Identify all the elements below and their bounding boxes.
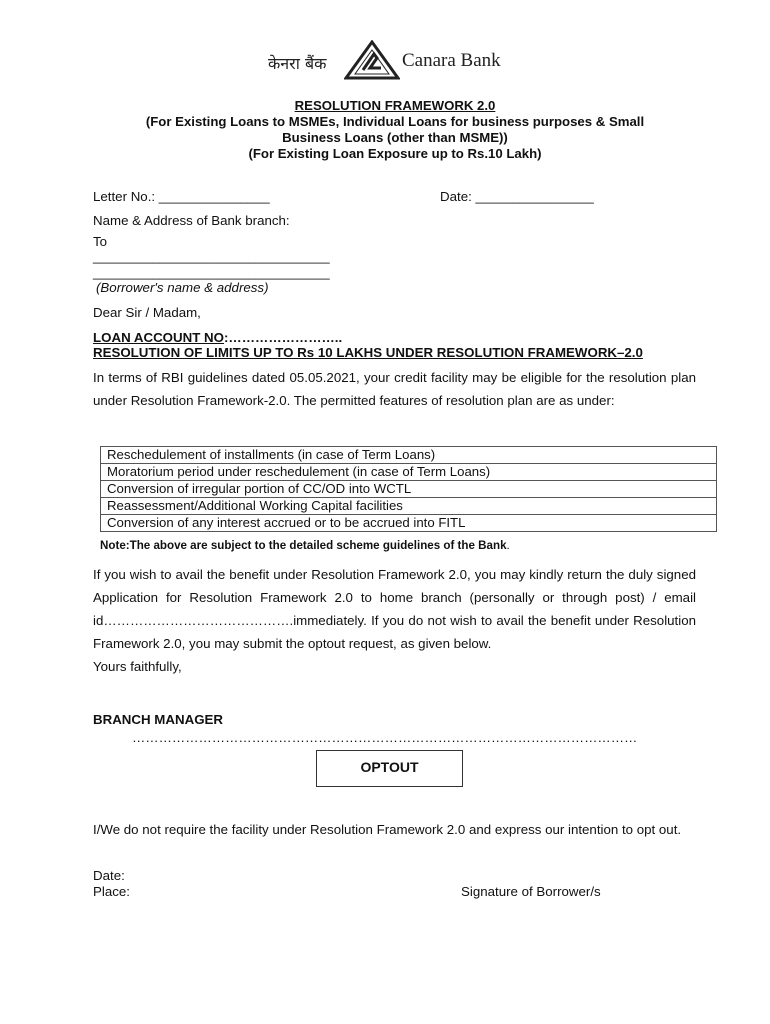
address-blank-line-1: ________________________________ <box>93 249 330 264</box>
loan-account-dots: :…………………….. <box>224 330 343 345</box>
salutation: Dear Sir / Madam, <box>93 305 201 320</box>
table-row <box>101 481 717 498</box>
optout-statement: I/We do not require the facility under Resolution Framework 2.0 and express our intention to opt out. <box>93 822 682 837</box>
canara-bank-emblem-icon <box>344 40 400 80</box>
divider-dots: …………………………………………………………………………………………………… <box>132 730 638 745</box>
title-line-2: (For Existing Loans to MSMEs, Individual Loans for business purposes & Small <box>145 114 645 129</box>
table-row <box>101 464 717 481</box>
optout-date-label: Date: <box>93 868 125 883</box>
feature-cell: Reschedulement of installments (in case of Term Loans) <box>101 447 717 464</box>
document-title <box>90 98 700 162</box>
note-text: Note:The above are subject to the detailed scheme guidelines of the Bank <box>100 539 507 552</box>
feature-cell: Conversion of any interest accrued or to be accrued into FITL <box>101 515 717 532</box>
intro-paragraph: In terms of RBI guidelines dated 05.05.2021, your credit facility may be eligible for the resolution plan under Resolution Framework-2.0. The permitted features of resolution plan are as under: <box>93 370 696 408</box>
letter-date: Date: ________________ <box>440 189 594 204</box>
note-end: . <box>506 539 510 552</box>
address-blank-line-2: ________________________________ <box>93 265 330 280</box>
letter-number: Letter No.: _______________ <box>93 189 270 204</box>
to-label: To <box>93 234 108 249</box>
borrower-label: (Borrower's name & address) <box>96 280 269 295</box>
features-table <box>100 446 717 532</box>
table-row <box>101 515 717 532</box>
closing: Yours faithfully, <box>93 659 182 674</box>
signatory: BRANCH MANAGER <box>93 712 224 727</box>
feature-cell: Reassessment/Additional Working Capital facilities <box>101 498 717 515</box>
note-line <box>100 539 510 552</box>
borrower-signature-label: Signature of Borrower/s <box>461 884 601 899</box>
table-row <box>101 498 717 515</box>
title-line-3: Business Loans (other than MSME)) <box>282 130 508 145</box>
logo-english-text: Canara Bank <box>402 50 501 71</box>
logo-hindi-text: केनरा बैंक <box>268 54 327 73</box>
branch-address-label: Name & Address of Bank branch: <box>93 213 290 228</box>
subject-line: RESOLUTION OF LIMITS UP TO Rs 10 LAKHS UNDER RESOLUTION FRAMEWORK–2.0 <box>93 345 643 360</box>
optout-heading-box: OPTOUT <box>316 750 463 787</box>
bank-logo <box>0 38 770 84</box>
avail-paragraph: If you wish to avail the benefit under Resolution Framework 2.0, you may kindly return the duly signed Application for Resolution Framework 2.0 to home branch (personally or through post) / email id…………………………………….immediately. If you do not wish to avail the benefit under Resolution Framework 2.0, you may submit the optout request, as given below. <box>93 567 696 651</box>
feature-cell: Conversion of irregular portion of CC/OD into WCTL <box>101 481 717 498</box>
optout-place-label: Place: <box>93 884 130 899</box>
loan-account-label: LOAN ACCOUNT NO <box>93 330 224 345</box>
title-line-4: (For Existing Loan Exposure up to Rs.10 Lakh) <box>248 146 542 161</box>
feature-cell: Moratorium period under reschedulement (in case of Term Loans) <box>101 464 717 481</box>
table-row <box>101 447 717 464</box>
title-line-1: RESOLUTION FRAMEWORK 2.0 <box>294 98 496 113</box>
